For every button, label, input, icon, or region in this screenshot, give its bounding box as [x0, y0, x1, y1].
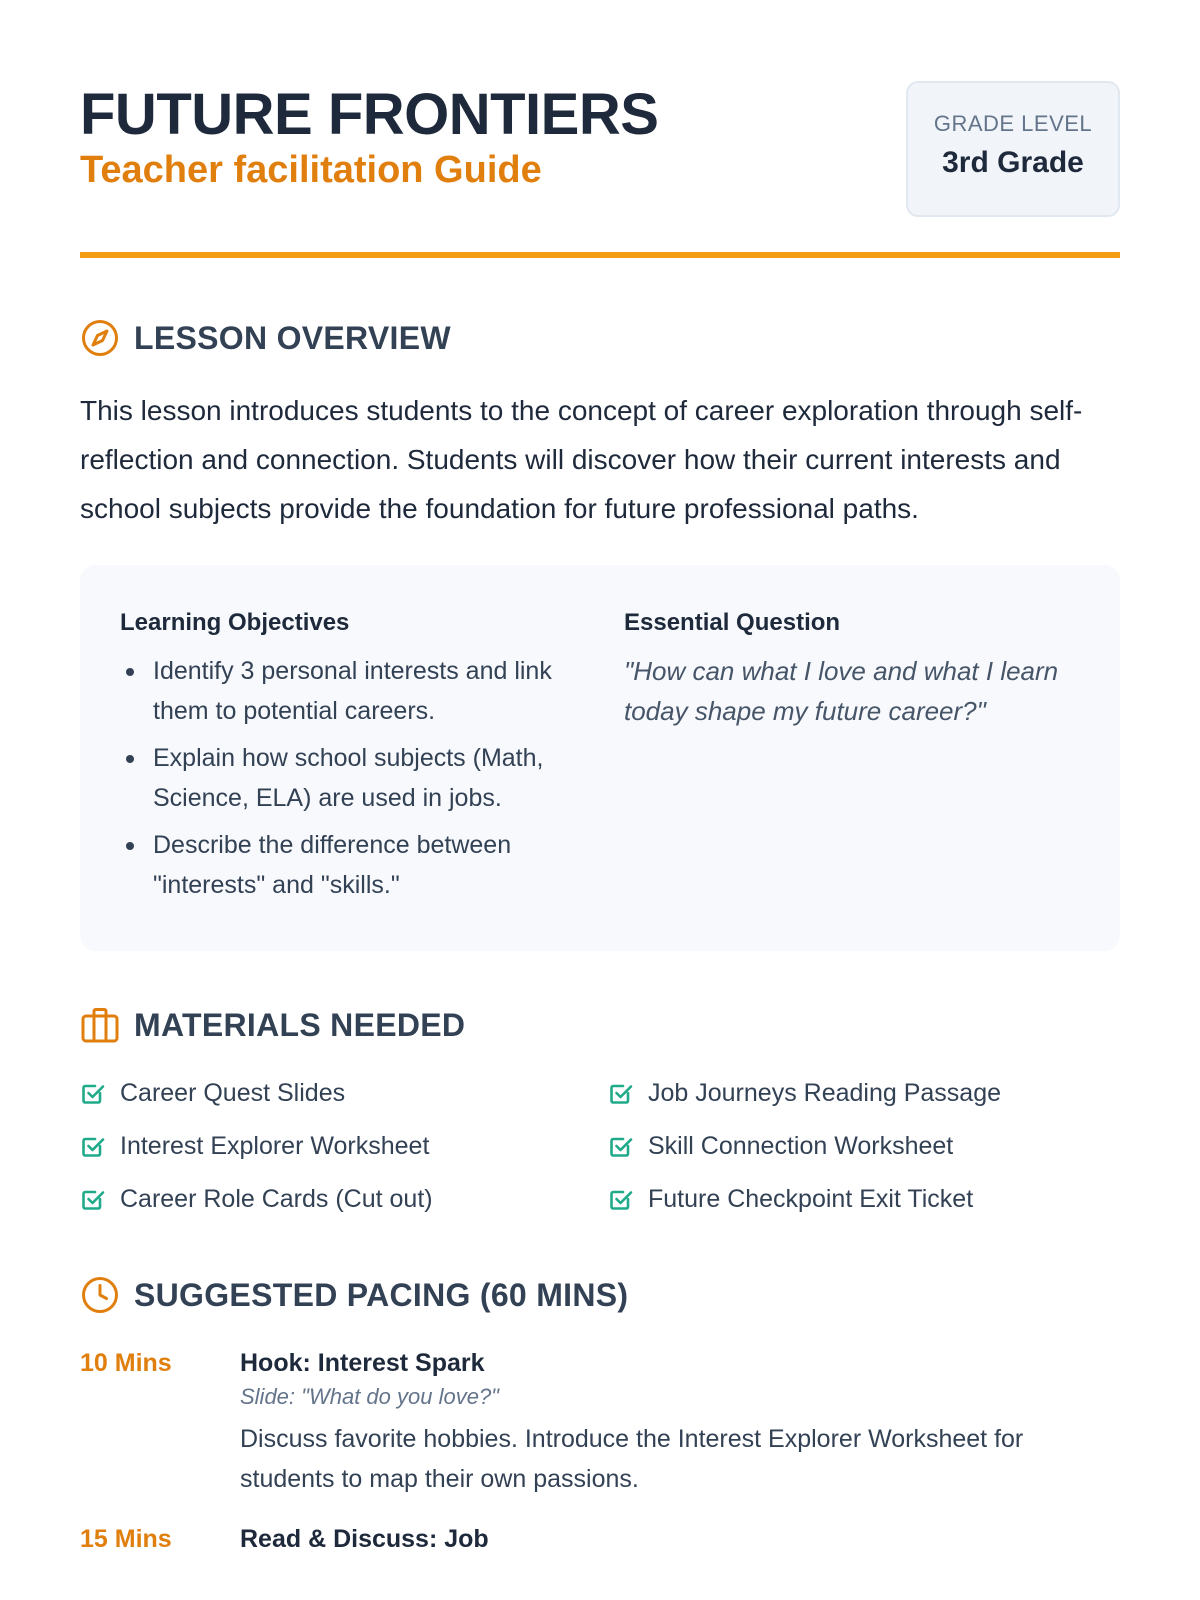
checkbox-checked-icon [608, 1080, 634, 1106]
clock-icon [80, 1275, 120, 1315]
material-item [608, 1073, 1120, 1113]
material-item [80, 1073, 608, 1113]
material-label: Career Role Cards (Cut out) [120, 1185, 433, 1213]
material-label: Career Quest Slides [120, 1079, 346, 1107]
learning-objectives-heading: Learning Objectives [120, 609, 350, 636]
essential-question [602, 607, 1080, 911]
essential-question-text: "How can what I love and what I learn today shape my future career?" [624, 656, 1059, 726]
material-label: Job Journeys Reading Passage [648, 1079, 1002, 1107]
pacing-step-heading: Hook: Interest Spark [240, 1349, 485, 1377]
pacing-step-time: 15 Mins [80, 1525, 172, 1553]
objectives-panel [80, 565, 1120, 951]
lesson-overview-heading [80, 318, 1120, 358]
briefcase-icon [80, 1005, 120, 1045]
material-label: Skill Connection Worksheet [648, 1132, 954, 1160]
page-subtitle: Teacher facilitation Guide [80, 149, 542, 191]
checkbox-checked-icon [80, 1133, 106, 1159]
checkbox-checked-icon [608, 1133, 634, 1159]
objective-item: Explain how school subjects (Math, Science, ELA) are used in jobs. [120, 738, 576, 818]
grade-level-label: GRADE LEVEL [933, 111, 1093, 136]
material-item [80, 1179, 608, 1219]
material-item [608, 1179, 1120, 1219]
pacing-step-slide: Slide: "What do you love?" [240, 1384, 499, 1409]
grade-level-value: 3rd Grade [942, 146, 1084, 179]
learning-objectives [120, 607, 602, 911]
material-item [80, 1126, 608, 1166]
objectives-list [120, 651, 576, 905]
pacing-title: SUGGESTED PACING (60 MINS) [134, 1277, 629, 1313]
page-title: FUTURE FRONTIERS [80, 82, 659, 147]
lesson-overview-text: This lesson introduces students to the concept of career exploration through self-reflection and connection. Students will discover how their current interests and school subjects provide the foundation for future professional paths. [80, 395, 1083, 524]
materials-title: MATERIALS NEEDED [134, 1007, 466, 1043]
pacing-step-body [240, 1523, 1120, 1555]
materials-list [80, 1073, 1120, 1219]
material-item [608, 1126, 1120, 1166]
pacing-step-time: 10 Mins [80, 1349, 172, 1377]
pacing-step [80, 1523, 1120, 1555]
essential-question-heading: Essential Question [624, 609, 841, 636]
material-label: Interest Explorer Worksheet [120, 1132, 430, 1160]
pacing-step-heading: Read & Discuss: Job [240, 1525, 489, 1553]
materials-heading [80, 1005, 1120, 1045]
pacing-step-description: Discuss favorite hobbies. Introduce the Interest Explorer Worksheet for students to map their own passions. [240, 1425, 1024, 1493]
checkbox-checked-icon [608, 1186, 634, 1212]
title-block [80, 80, 658, 192]
objective-item: Describe the difference between "interests" and "skills." [120, 825, 576, 905]
pacing-step-body [240, 1347, 1120, 1499]
grade-level-badge [906, 81, 1120, 217]
compass-icon [80, 318, 120, 358]
objective-item: Identify 3 personal interests and link them to potential careers. [120, 651, 576, 731]
material-label: Future Checkpoint Exit Ticket [648, 1185, 974, 1213]
checkbox-checked-icon [80, 1186, 106, 1212]
lesson-overview-title: LESSON OVERVIEW [134, 320, 451, 356]
header [80, 80, 1120, 258]
pacing-heading [80, 1275, 1120, 1315]
pacing-step [80, 1347, 1120, 1499]
checkbox-checked-icon [80, 1080, 106, 1106]
